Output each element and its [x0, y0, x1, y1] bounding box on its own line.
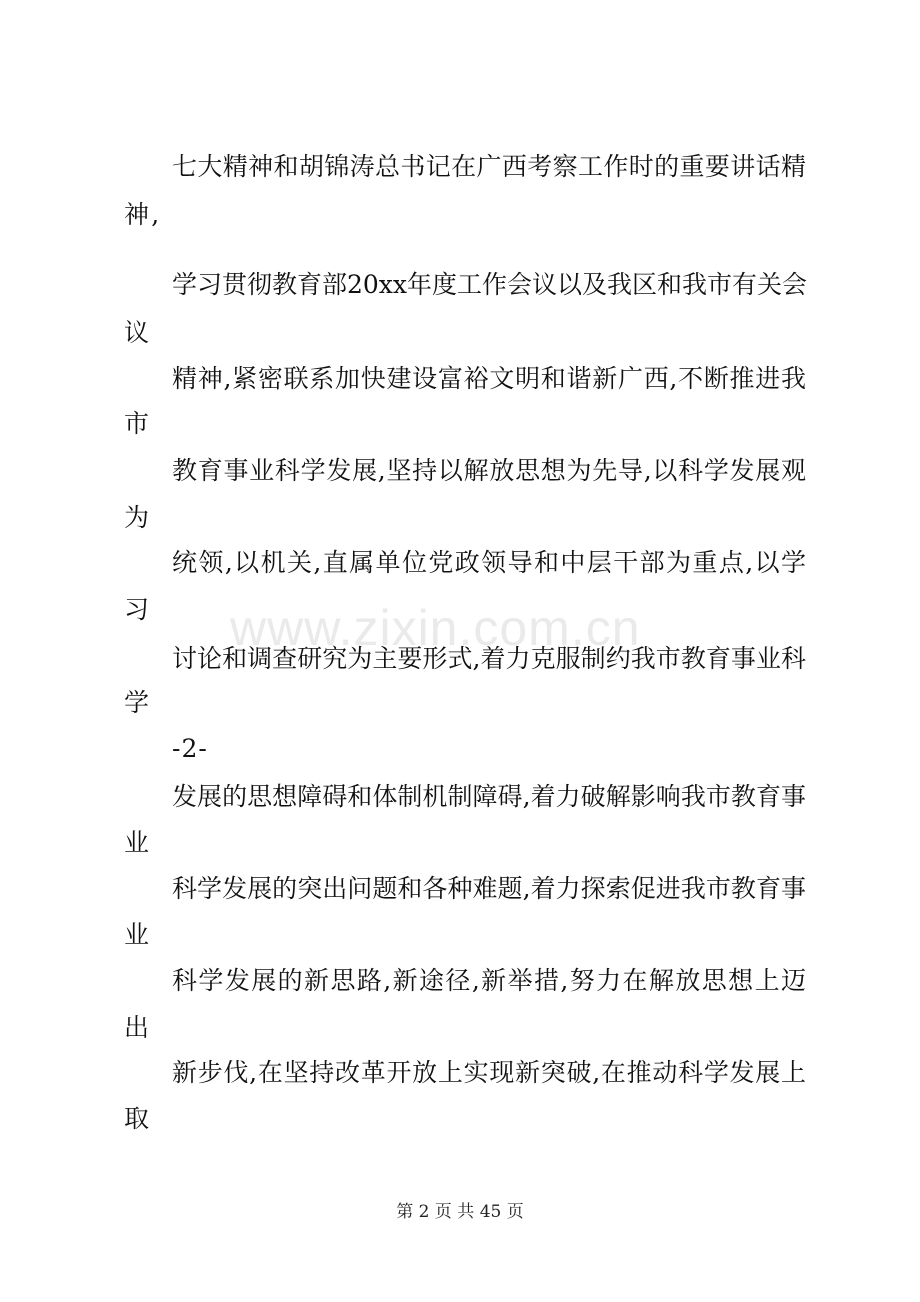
paragraph-line: 教育事业科学发展,坚持以解放思想为先导,以科学发展观: [172, 456, 806, 485]
paragraph-line-wrap: 议: [124, 318, 152, 347]
page-footer-indicator: 第 2 页 共 45 页: [396, 1202, 524, 1222]
paragraph-line: 精神,紧密联系加快建设富裕文明和谐新广西,不断推进我: [172, 364, 806, 393]
paragraph-line-wrap: 市: [124, 409, 152, 438]
paragraph-line: 科学发展的新思路,新途径,新举措,努力在解放思想上迈: [172, 966, 806, 995]
inline-page-mark: -2-: [172, 734, 208, 763]
paragraph-line: 新步伐,在坚持改革开放上实现新突破,在推动科学发展上: [172, 1058, 806, 1087]
paragraph-line-wrap: 业: [124, 920, 152, 949]
paragraph-line-wrap: 习: [124, 595, 152, 624]
paragraph-line-wrap: 学: [124, 688, 152, 717]
paragraph-line: 统领,以机关,直属单位党政领导和中层干部为重点,以学: [172, 548, 806, 577]
paragraph-line: 学习贯彻教育部20xx年度工作会议以及我区和我市有关会: [172, 270, 808, 299]
paragraph-line: 七大精神和胡锦涛总书记在广西考察工作时的重要讲话精: [172, 152, 806, 181]
paragraph-line-wrap: 取: [124, 1104, 152, 1133]
paragraph-line: 讨论和调查研究为主要形式,着力克服制约我市教育事业科: [172, 644, 806, 673]
paragraph-line: 发展的思想障碍和体制机制障碍,着力破解影响我市教育事: [172, 782, 806, 811]
paragraph-line-wrap: 为: [124, 503, 152, 532]
paragraph-line-wrap: 业: [124, 828, 152, 857]
paragraph-line: 科学发展的突出问题和各种难题,着力探索促进我市教育事: [172, 874, 806, 903]
watermark: www.zixin.com.cn: [230, 600, 641, 656]
paragraph-line-wrap: 出: [124, 1013, 152, 1042]
paragraph-line-wrap: 神,: [124, 200, 162, 229]
